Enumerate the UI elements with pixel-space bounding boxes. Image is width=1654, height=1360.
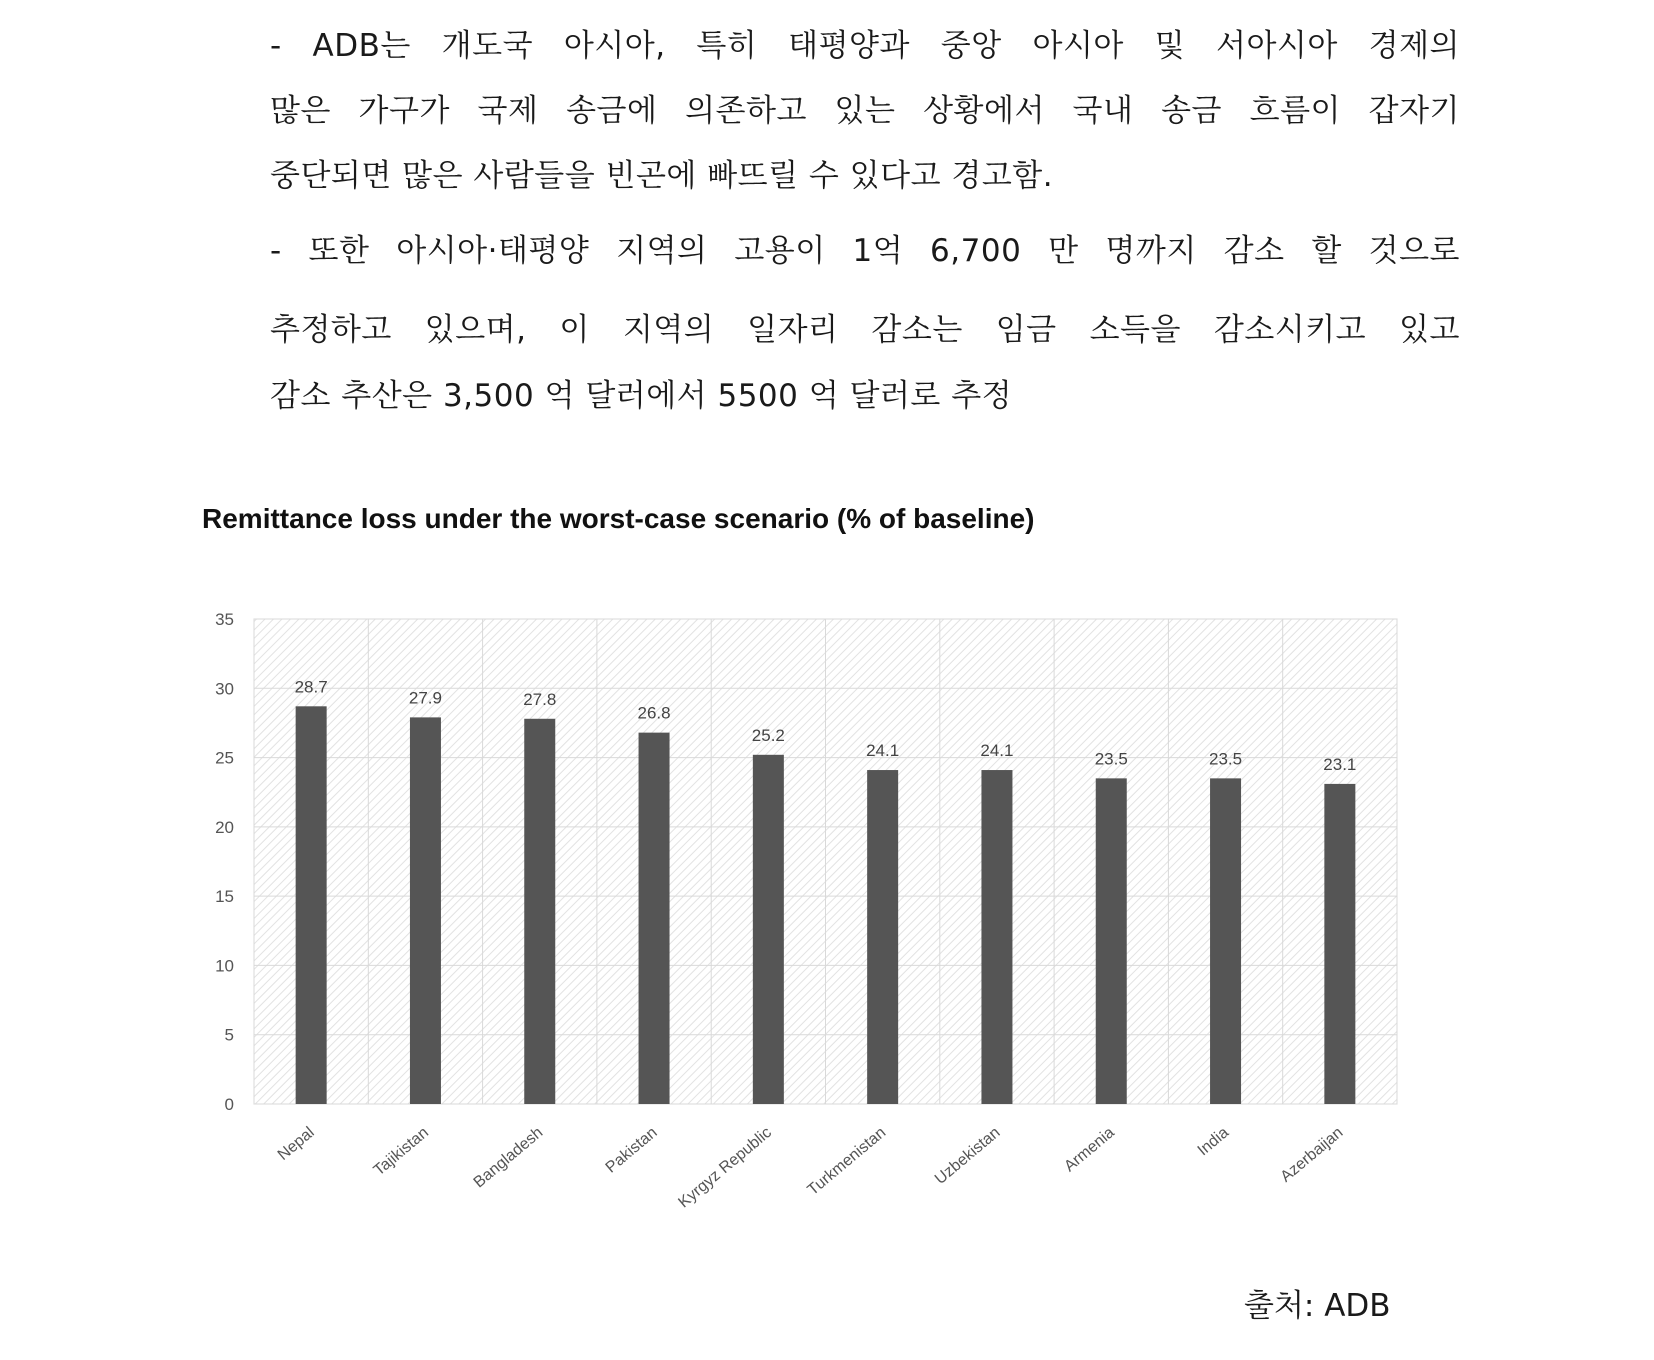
paragraph-line: - 또한 아시아·태평양 지역의 고용이 1억 6,700 만 명까지 감소 할 것으로 [270, 233, 1460, 269]
y-tick-label: 10 [215, 956, 234, 976]
x-category-label: Uzbekistan [931, 1124, 1004, 1188]
bar-turkmenistan [867, 770, 898, 1104]
y-tick-label: 25 [215, 748, 234, 768]
chart-title: Remittance loss under the worst-case scenario (% of baseline) [202, 503, 1035, 534]
y-tick-label: 15 [215, 887, 234, 907]
paragraph-line: 추정하고 있으며, 이 지역의 일자리 감소는 임금 소득을 감소시키고 있고 [270, 312, 1460, 348]
data-label: 25.2 [751, 725, 785, 745]
data-label: 27.9 [408, 688, 442, 708]
bar-uzbekistan [981, 770, 1012, 1104]
x-category-label: Armenia [1061, 1124, 1118, 1176]
y-tick-label: 0 [224, 1095, 234, 1114]
x-axis-labels [275, 1124, 1347, 1211]
x-category-label: Bangladesh [470, 1124, 547, 1192]
y-tick-label: 35 [215, 610, 234, 629]
paragraph-line: 감소 추산은 3,500 억 달러에서 5500 억 달러로 추정 [270, 378, 1013, 414]
data-label: 23.1 [1323, 754, 1357, 774]
bar-nepal [296, 706, 327, 1104]
x-category-label: India [1194, 1124, 1233, 1160]
x-category-label: Pakistan [602, 1124, 661, 1177]
paragraph-line: 중단되면 많은 사람들을 빈곤에 빠뜨릴 수 있다고 경고함. [270, 158, 1054, 194]
x-category-label: Tajikistan [370, 1124, 433, 1180]
paragraph-line: - ADB는 개도국 아시아, 특히 태평양과 중앙 아시아 및 서아시아 경제의 [270, 28, 1460, 64]
data-label: 24.1 [866, 741, 900, 761]
data-label: 23.5 [1094, 749, 1128, 769]
y-tick-label: 20 [215, 817, 234, 837]
x-category-label: Turkmenistan [804, 1124, 890, 1199]
bar-pakistan [639, 733, 670, 1104]
data-label: 28.7 [294, 677, 328, 697]
bar-kyrgyz-republic [753, 755, 784, 1104]
y-tick-label: 30 [215, 679, 234, 699]
bar-azerbaijan [1324, 784, 1355, 1104]
data-label: 26.8 [637, 703, 671, 723]
x-category-label: Azerbaijan [1277, 1124, 1347, 1186]
bar-tajikistan [410, 717, 441, 1104]
bar-bangladesh [524, 719, 555, 1104]
bar-india [1210, 778, 1241, 1104]
bar-armenia [1096, 778, 1127, 1104]
source-note: 출처: ADB [1244, 1288, 1391, 1324]
data-label: 27.8 [523, 689, 557, 709]
paragraph-line: 많은 가구가 국제 송금에 의존하고 있는 상황에서 국내 송금 흐름이 갑자기 [270, 93, 1460, 129]
y-axis-ticks [215, 610, 234, 1114]
data-label: 24.1 [980, 741, 1014, 761]
y-tick-label: 5 [224, 1025, 234, 1045]
data-label: 23.5 [1209, 749, 1243, 769]
x-category-label: Nepal [274, 1124, 318, 1164]
x-category-label: Kyrgyz Republic [675, 1124, 775, 1212]
bar-chart [190, 600, 1430, 1250]
